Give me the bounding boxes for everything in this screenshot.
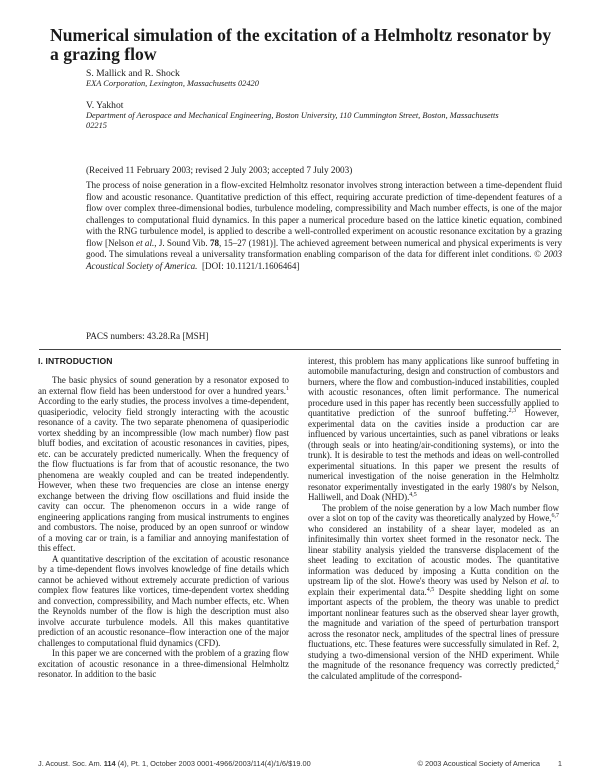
author-block-1 [86,68,259,89]
footer-copyright: © 2003 Acoustical Society of America [417,759,540,768]
authors-line-1: S. Mallick and R. Shock [86,68,180,79]
received-dates: (Received 11 February 2003; revised 2 July 2003; accepted 7 July 2003) [86,165,353,175]
paragraph: The problem of the noise generation by a low Mach number flow over a slot on top of the cavity was theoretically analyzed by Howe,$^{6,7}$ who considered an instability of a shear layer, modeled as an infinitesimally thin vortex sheet formed in the resonator neck. The linear stability analysis yielded the transverse displacement of the sheet leading to excitation of acoustic modes. The quantitative information was deduced by imposing a Kutta condition on the upstream lip of the slot. Howe's theory was used by Nelson et al. to explain their experimental data.$^{4,5}$ Despite shedding light on some important aspects of the problem, the theory was unable to predict important nonlinear features such as the observed shear layer growth, the magnitude and variation of the speed of perturbation transport across the resonator neck, amplitudes of the spectral lines of pressure fluctuations, etc. These features were successfully simulated in Ref. 2, studying a two-dimensional version of the NHD experiment. While the magnitude of the resonance frequency was correctly predicted,$^2$ the calculated amplitude of the correspond- [308,502,560,681]
divider-line [39,349,561,350]
paragraph: The basic physics of sound generation by a resonator exposed to an external flow field has been understood for over a hundred years.$^1$ According to the early studies, the process involves a time-dependent, quasiperiodic, velocity field strongly interacting with the acoustic resonance of a cavity. The two separate phenomena of quasiperiodic vortex shedding by an incompressible (low mach number) flow past bluff bodies, and excitation of acoustic resonances in cavities, pipes, etc. can be accurately predicted numerically. When the frequency of the flow fluctuations is far from that of acoustic resonance, the two phenomena are weakly coupled and can be treated independently. However, when these two frequencies are close an intense energy exchange between the driving flow oscillations and fluid inside the cavity can occur. The phenomenon occurs in a wide range of engineering applications ranging from musical instruments to engines and combustors. The noise, produced by an open sunroof or window of a moving car or train, is a familiar and annoying manifestation of this effect. [38,375,289,554]
journal-citation: J. Acoust. Soc. Am. 114 (4), Pt. 1, October 2003 0001-4966/2003/114(4)/1/6/$19.00 [38,759,311,768]
section-heading: I. INTRODUCTION [38,356,113,366]
abstract: The process of noise generation in a flow-excited Helmholtz resonator involves strong interaction between a time-dependent fluid flow and acoustic resonance. Quantitative prediction of this effect, requiring accurate prediction of time-dependent features of a flow over complex three-dimensional bodies, turbulence modeling, compressibility and Mach number effects, is one of the major challenges to computational fluid dynamics. In this paper a numerical procedure based on the lattice kinetic equation, combined with the RNG turbulence model, is applied to describe a well-controlled experiment on acoustic resonance excitation by a grazing flow [Nelson et al., J. Sound Vib. 78, 15–27 (1981)]. The achieved agreement between numerical and physical experiments is very good. The simulations reveal a universality transformation enabling comparison of the data for different inlet conditions. © 2003 Acoustical Society of America. [DOI: 10.1121/1.1606464] [86,180,562,271]
paragraph: interest, this problem has many applications like sunroof buffeting in automobile manufacturing, design and construction of combustors and burners, where the flow and combustion-induced instabilities, coupled with acoustic resonances, often limit performance. The numerical procedure used in this paper has recently been successfully applied to quantitative prediction of the sunroof buffeting.$^{2,3}$ However, experimental data on the cavities inside a production car are influenced by various uncertainties, such as panel vibrations or leaks (through seals or into heating/air-conditioning systems), or into the trunk). It is desirable to test the methods and ideas on well-controlled experimental situations. In this paper we present the results of numerical investigation of the noise generation in the Helmholtz resonator experimentally investigated in the early 1980's by Nelson, Halliwell, and Doak (NHD).$^{4,5}$ [308,356,559,503]
doi: [DOI: 10.1121/1.1606464] [202,260,300,271]
paper-title: Numerical simulation of the excitation of a Helmholtz resonator by a grazing flow [50,25,552,64]
affiliation-2: Department of Aerospace and Mechanical Engineering, Boston University, 110 Cummington Street, Boston, Massachusetts 02215 [86,111,499,131]
affiliation-1: EXA Corporation, Lexington, Massachusetts 02420 [86,79,259,88]
author-block-2 [86,100,506,131]
left-column [38,356,289,680]
copyright-notice: 2003 Acoustical Society of America. [86,249,562,271]
authors-line-2: V. Yakhot [86,100,124,111]
right-column [308,356,559,681]
paragraph: In this paper we are concerned with the problem of a grazing flow excitation of acoustic resonance in a three-dimensional Helmholtz resonator. In addition to the basic [38,648,289,680]
pacs-numbers: PACS numbers: 43.28.Ra [MSH] [86,331,209,341]
paragraph: A quantitative description of the excitation of acoustic resonance by a time-dependent flows involves knowledge of fine details which cannot be achieved without extremely accurate prediction of various complex flow features like vortices, time-dependent vortex shedding and convection, compressibility, and Mach number effects, etc. When the Reynolds number of the flow is high the description must also involve accurate turbulence models. All this makes quantitative prediction of an acoustic resonance–flow interaction one of the major challenges to computational fluid dynamics (CFD). [38,553,289,648]
page-number: 1 [557,759,562,768]
